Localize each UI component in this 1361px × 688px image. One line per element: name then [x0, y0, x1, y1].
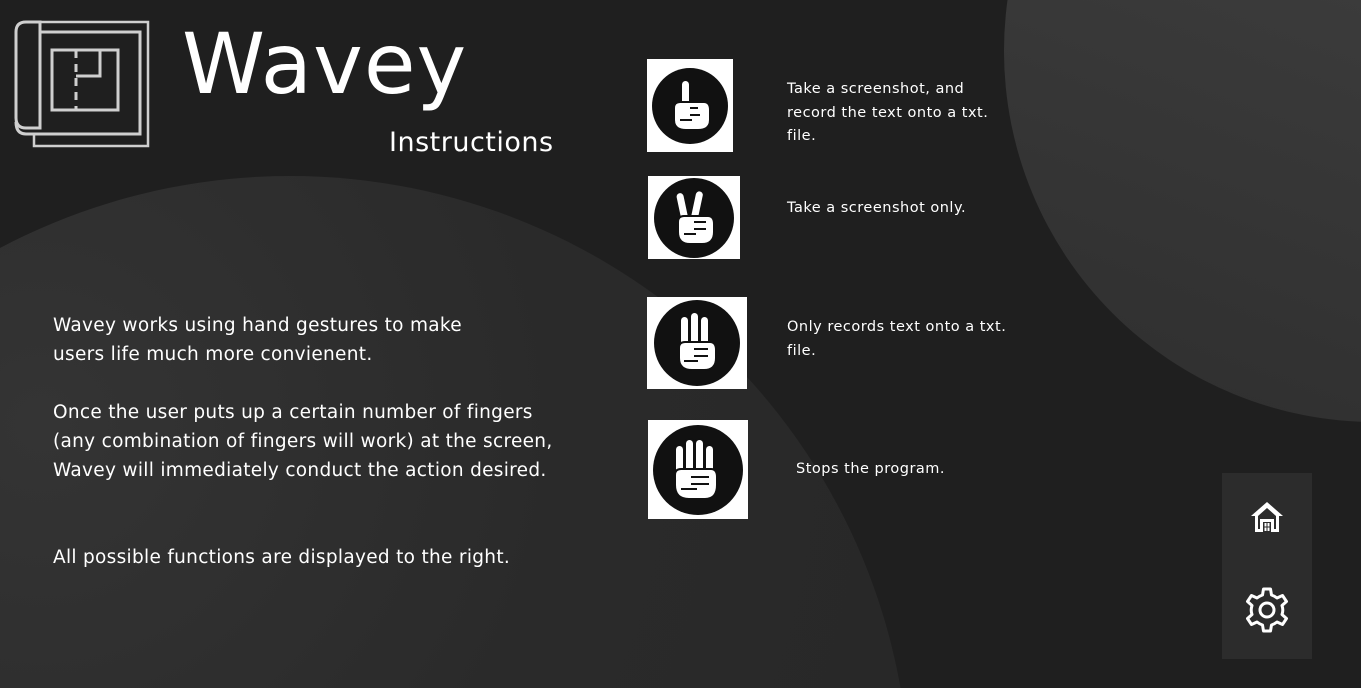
- page-subtitle: Instructions: [389, 127, 554, 158]
- gear-icon: [1243, 586, 1291, 634]
- gesture-card-one: [647, 59, 733, 152]
- description-text: Wavey works using hand gestures to make users life much more convienent.: [53, 315, 462, 365]
- gesture-label: Stops the program.: [796, 461, 946, 477]
- home-icon: [1249, 500, 1285, 534]
- four-fingers-icon: [653, 425, 743, 515]
- description-paragraph: [53, 398, 553, 485]
- gesture-card-four: [648, 420, 748, 519]
- two-fingers-icon: [654, 178, 734, 258]
- description-text: All possible functions are displayed to the right.: [53, 547, 511, 568]
- settings-button[interactable]: [1222, 561, 1312, 659]
- blueprint-logo-icon: [12, 18, 152, 148]
- gesture-label: Take a screenshot only.: [787, 200, 967, 216]
- one-finger-icon: [652, 68, 728, 144]
- background-decoration-right: [1004, 0, 1361, 422]
- gesture-label: Only records text onto a txt. file.: [787, 319, 1007, 359]
- three-fingers-icon: [654, 300, 740, 386]
- description-paragraph: [53, 311, 473, 369]
- home-button[interactable]: [1222, 473, 1312, 561]
- gesture-card-three: [647, 297, 747, 389]
- gesture-card-two: [648, 176, 740, 259]
- description-paragraph: [53, 543, 553, 572]
- description-text: Once the user puts up a certain number of fingers (any combination of fingers will work) at the screen, Wavey will immediately conduct the action desired.: [53, 402, 553, 481]
- gesture-label: Take a screenshot, and record the text onto a txt. file.: [787, 81, 989, 144]
- app-title: Wavey: [182, 15, 468, 113]
